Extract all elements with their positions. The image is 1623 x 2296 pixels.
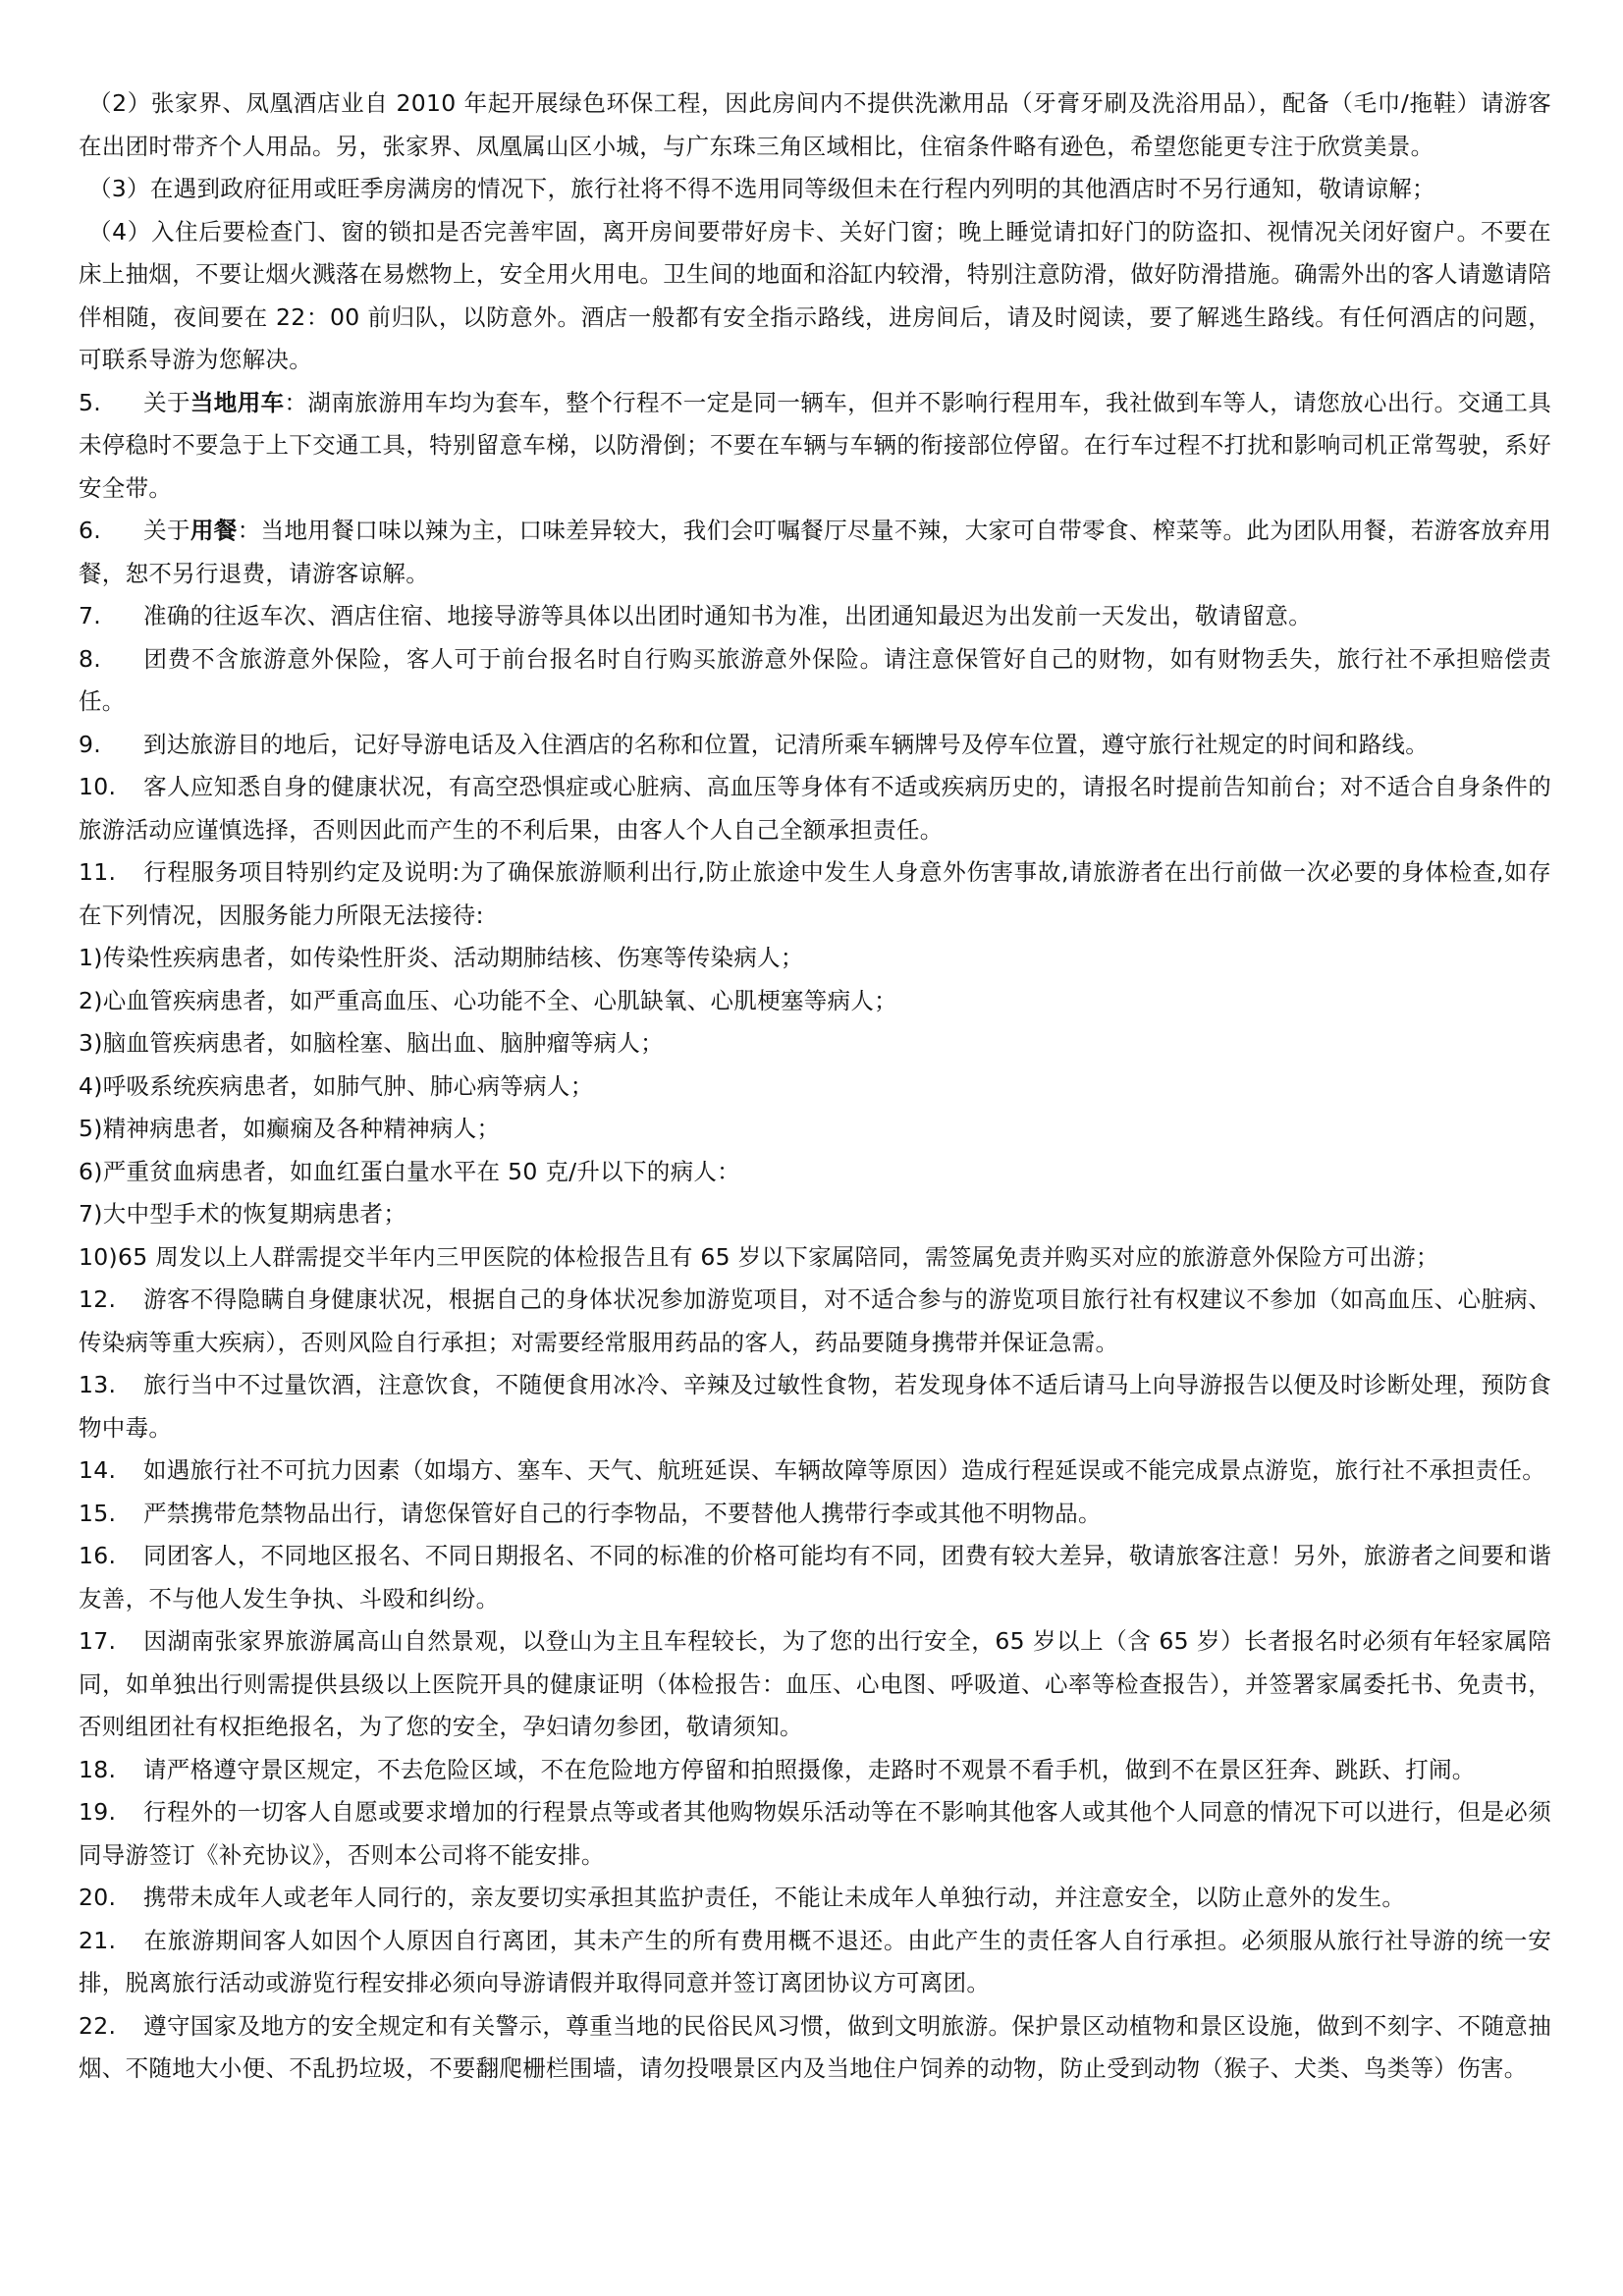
item-lead: 关于 <box>143 517 190 544</box>
list-item: 4)呼吸系统疾病患者，如肺气肿、肺心病等病人； <box>79 1071 594 1100</box>
item-text: 遵守国家及地方的安全规定和有关警示，尊重当地的民俗民风习惯，做到文明旅游。保护景区动植物和景区设施，做到不刻字、不随意抽烟、不随地大小便、不乱扔垃圾，不要翻爬栅栏围墙，请勿投喂景区内及当地住户饲养的动物，防止受到动物（猴子、犬类、鸟类等）伤害。 <box>79 2011 1551 2082</box>
item-18 <box>79 1749 1551 1792</box>
item-21 <box>79 1920 1551 2005</box>
item-13 <box>79 1364 1551 1449</box>
hotel-safety-paragraph: （4）入住后要检查门、窗的锁扣是否完善牢固，离开房间要带好房卡、关好门窗；晚上睡觉请扣好门的防盗扣、视情况关闭好窗户。不要在床上抽烟，不要让烟火溅落在易燃物上，安全用火用电。卫生间的地面和浴缸内较滑，特别注意防滑，做好防滑措施。确需外出的客人请邀请陪伴相随，夜间要在 22：00 前归队，以防意外。酒店一般都有安全指示路线，进房间后，请及时阅读，要了解逃生路线。有任何酒店的问题，可联系导游为您解决。 <box>79 217 1551 373</box>
item-11 <box>79 851 1551 937</box>
list-item: 10)65 周发以上人群需提交半年内三甲医院的体检报告且有 65 岁以下家属陪同，需签属免责并购买对应的旅游意外保险方可出游； <box>79 1242 1439 1271</box>
item-17 <box>79 1620 1551 1749</box>
item-number: 13. <box>79 1371 117 1398</box>
item-text: 准确的往返车次、酒店住宿、地接导游等具体以出团时通知书为准，出团通知最迟为出发前一天发出，敬请留意。 <box>143 602 1312 629</box>
item-6-meals <box>79 510 1551 595</box>
item-19 <box>79 1791 1551 1877</box>
item-number: 11. <box>79 858 117 886</box>
item-number: 19. <box>79 1798 117 1826</box>
item-text: 团费不含旅游意外保险，客人可于前台报名时自行购买旅游意外保险。请注意保管好自己的财物，如有财物丢失，旅行社不承担赔偿责任。 <box>79 644 1551 715</box>
item-text: 请严格遵守景区规定，不去危险区域，不在危险地方停留和拍照摄像，走路时不观景不看手机，做到不在景区狂奔、跳跃、打闹。 <box>143 1755 1476 1783</box>
item-number: 18. <box>79 1755 117 1783</box>
item-text: 因湖南张家界旅游属高山自然景观，以登山为主且车程较长，为了您的出行安全，65 岁以上（含 65 岁）长者报名时必须有年轻家属陪同，如单独出行则需提供县级以上医院开具的健康证明（体检报告：血压、心电图、呼吸道、心率等检查报告），并签署家属委托书、免责书，否则组团社有权拒绝报名，为了您的安全，孕妇请勿参团，敬请须知。 <box>79 1627 1551 1740</box>
item-number: 17. <box>79 1627 117 1655</box>
item-5-local-transport <box>79 382 1551 511</box>
item-number: 5. <box>79 388 102 416</box>
item-8 <box>79 638 1551 724</box>
item-text: 严禁携带危禁物品出行，请您保管好自己的行李物品，不要替他人携带行李或其他不明物品。 <box>143 1499 1102 1527</box>
hotel-toiletries-paragraph: （2）张家界、凤凰酒店业自 2010 年起开展绿色环保工程，因此房间内不提供洗漱用品（牙膏牙刷及洗浴用品），配备（毛巾/拖鞋）请游客在出团时带齐个人用品。另，张家界、凤凰属山区小城，与广东珠三角区域相比，住宿条件略有逊色，希望您能更专注于欣赏美景。 <box>79 89 1551 160</box>
hotel-substitution-paragraph: （3）在遇到政府征用或旺季房满房的情况下，旅行社将不得不选用同等级但未在行程内列明的其他酒店时不另行通知，敬请谅解； <box>88 175 1435 202</box>
item-15 <box>79 1493 1551 1536</box>
document-body <box>79 82 1551 2091</box>
item-text: 客人应知悉自身的健康状况，有高空恐惧症或心脏病、高血压等身体有不适或疾病历史的，请报名时提前告知前台；对不适合自身条件的旅游活动应谨慎选择，否则因此而产生的不利后果，由客人个人自己全额承担责任。 <box>79 773 1551 844</box>
list-item: 7)大中型手术的恢复期病患者； <box>79 1200 407 1228</box>
item-number: 15. <box>79 1499 117 1527</box>
item-text: ：当地用餐口味以辣为主，口味差异较大，我们会叮嘱餐厅尽量不辣，大家可自带零食、榨菜等。此为团队用餐，若游客放弃用餐，恕不另行退费，请游客谅解。 <box>79 517 1551 587</box>
item-text: 携带未成年人或老年人同行的，亲友要切实承担其监护责任，不能让未成年人单独行动，并注意安全，以防止意外的发生。 <box>143 1884 1406 1911</box>
item-text: ：湖南旅游用车均为套车，整个行程不一定是同一辆车，但并不影响行程用车，我社做到车等人，请您放心出行。交通工具未停稳时不要急于上下交通工具，特别留意车梯，以防滑倒；不要在车辆与车辆的衔接部位停留。在行车过程不打扰和影响司机正常驾驶，系好安全带。 <box>79 388 1551 502</box>
item-text: 如遇旅行社不可抗力因素（如塌方、塞车、天气、航班延误、车辆故障等原因）造成行程延误或不能完成景点游览，旅行社不承担责任。 <box>143 1456 1545 1484</box>
item-number: 21. <box>79 1926 117 1954</box>
item-14 <box>79 1449 1551 1493</box>
item-number: 12. <box>79 1285 117 1313</box>
item-number: 10. <box>79 773 117 800</box>
item-text: 到达旅游目的地后，记好导游电话及入住酒店的名称和位置，记清所乘车辆牌号及停车位置，遵守旅行社规定的时间和路线。 <box>143 730 1429 758</box>
item-number: 9. <box>79 730 102 758</box>
item-text: 游客不得隐瞒自身健康状况，根据自己的身体状况参加游览项目，对不适合参与的游览项目旅行社有权建议不参加（如高血压、心脏病、传染病等重大疾病），否则风险自行承担；对需要经常服用药品的客人，药品要随身携带并保证急需。 <box>79 1285 1551 1356</box>
item-text: 行程外的一切客人自愿或要求增加的行程景点等或者其他购物娱乐活动等在不影响其他客人或其他个人同意的情况下可以进行，但是必须同导游签订《补充协议》，否则本公司将不能安排。 <box>79 1798 1551 1869</box>
list-item: 5)精神病患者，如癫痫及各种精神病人； <box>79 1115 501 1142</box>
item-9 <box>79 724 1551 767</box>
item-7 <box>79 595 1551 638</box>
item-12 <box>79 1279 1551 1364</box>
item-number: 14. <box>79 1456 117 1484</box>
list-item: 1)传染性疾病患者，如传染性肝炎、活动期肺结核、伤寒等传染病人； <box>79 944 804 971</box>
item-lead: 关于 <box>143 388 190 416</box>
item-number: 16. <box>79 1542 117 1569</box>
item-20 <box>79 1877 1551 1920</box>
item-text: 在旅游期间客人如因个人原因自行离团，其未产生的所有费用概不退还。由此产生的责任客人自行承担。必须服从旅行社导游的统一安排，脱离旅行活动或游览行程安排必须向导游请假并取得同意并签订离团协议方可离团。 <box>79 1926 1551 1996</box>
item-text: 同团客人，不同地区报名、不同日期报名、不同的标准的价格可能均有不同，团费有较大差异，敬请旅客注意！另外，旅游者之间要和谐友善，不与他人发生争执、斗殴和纠纷。 <box>79 1542 1551 1613</box>
item-16 <box>79 1535 1551 1620</box>
item-10 <box>79 766 1551 851</box>
item-bold-keyword: 用餐 <box>189 517 238 544</box>
item-22 <box>79 2005 1551 2091</box>
item-bold-keyword: 当地用车 <box>189 388 285 416</box>
item-number: 20. <box>79 1884 117 1911</box>
list-item: 3)脑血管疾病患者，如脑栓塞、脑出血、脑肿瘤等病人； <box>79 1029 664 1057</box>
list-item: 6)严重贫血病患者，如血红蛋白量水平在 50 克/升以下的病人： <box>79 1157 740 1185</box>
item-number: 22. <box>79 2011 117 2040</box>
item-number: 8. <box>79 644 102 673</box>
item-text: 旅行当中不过量饮酒，注意饮食，不随便食用冰冷、辛辣及过敏性食物，若发现身体不适后请马上向导游报告以便及时诊断处理，预防食物中毒。 <box>79 1371 1551 1442</box>
item-number: 6. <box>79 517 102 544</box>
item-text: 行程服务项目特别约定及说明:为了确保旅游顺利出行,防止旅途中发生人身意外伤害事故,请旅游者在出行前做一次必要的身体检查,如存在下列情况，因服务能力所限无法接待: <box>79 858 1551 929</box>
item-number: 7. <box>79 602 102 629</box>
list-item: 2)心血管疾病患者，如严重高血压、心功能不全、心肌缺氧、心肌梗塞等病人； <box>79 986 897 1014</box>
